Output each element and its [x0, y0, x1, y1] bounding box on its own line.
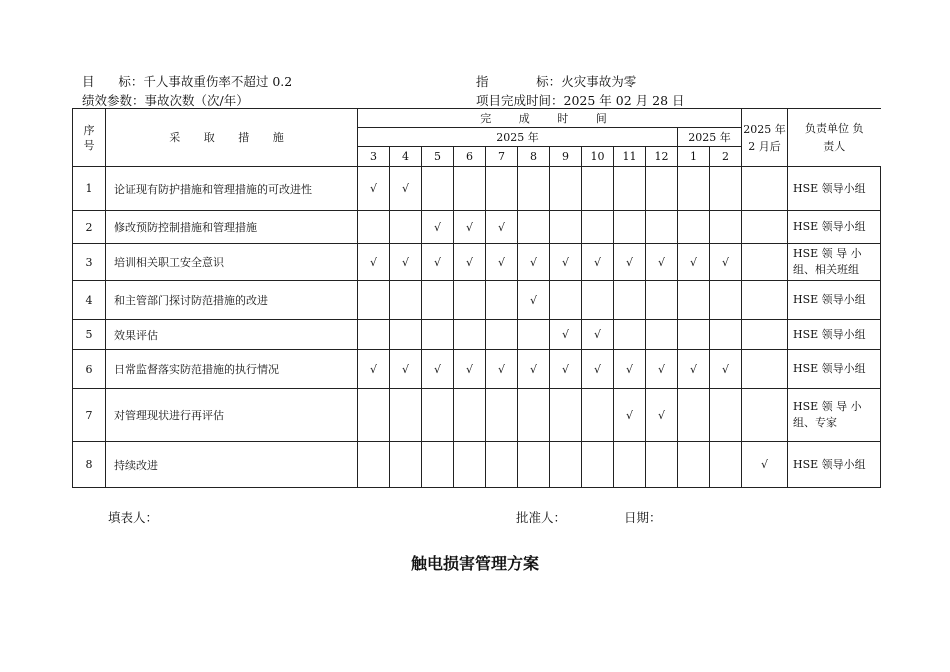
row-seq: 4: [73, 281, 106, 320]
month-cell: [614, 442, 646, 488]
completion-time-line: [476, 91, 685, 109]
month-cell: [358, 167, 390, 211]
month-cell: [454, 281, 486, 320]
header-month: 1: [678, 147, 710, 167]
month-cell: [710, 281, 742, 320]
month-cell: [358, 320, 390, 350]
month-cell: [614, 350, 646, 389]
check-mark: √: [433, 255, 441, 269]
month-cell: [646, 350, 678, 389]
month-cell: [390, 389, 422, 442]
check-mark: √: [593, 255, 601, 269]
month-cell: [550, 281, 582, 320]
month-cell: [422, 211, 454, 244]
row-unit: HSE 领导小组: [788, 350, 881, 389]
check-mark: √: [497, 255, 505, 269]
target-label: 指 标：: [476, 74, 562, 89]
row-seq: 5: [73, 320, 106, 350]
month-cell: [454, 442, 486, 488]
header-month: 9: [550, 147, 582, 167]
month-cell: [550, 442, 582, 488]
month-cell: [710, 389, 742, 442]
row-unit: HSE 领导小组: [788, 320, 881, 350]
check-mark: √: [593, 328, 601, 341]
check-mark: √: [625, 408, 633, 422]
row-unit: HSE 领导小组: [788, 442, 881, 488]
after-cell: [742, 167, 788, 211]
goal-value: 千人事故重伤率不超过 0.2: [143, 74, 293, 89]
month-cell: [486, 167, 518, 211]
month-cell: [454, 211, 486, 244]
row-unit: HSE 领导小组: [788, 167, 881, 211]
check-mark: √: [760, 458, 768, 471]
month-cell: [646, 281, 678, 320]
month-cell: [454, 167, 486, 211]
month-cell: [422, 389, 454, 442]
month-cell: [358, 281, 390, 320]
row-unit: HSE 领 导 小组、专家: [788, 389, 881, 442]
month-cell: [518, 244, 550, 281]
month-cell: [614, 389, 646, 442]
check-mark: √: [369, 255, 377, 269]
month-cell: [678, 320, 710, 350]
date-label: 日期：: [624, 510, 662, 525]
check-mark: √: [433, 362, 441, 376]
month-cell: [678, 167, 710, 211]
month-cell: [614, 281, 646, 320]
row-unit: HSE 领导小组: [788, 211, 881, 244]
month-cell: [358, 350, 390, 389]
check-mark: √: [465, 362, 473, 376]
after-cell: [742, 350, 788, 389]
row-seq: 1: [73, 167, 106, 211]
month-cell: [550, 244, 582, 281]
completion-time-label: 项目完成时间：: [476, 93, 564, 108]
performance-value: 事故次数（次/年）: [144, 93, 249, 108]
filler-label: 填表人：: [108, 510, 159, 525]
month-cell: [422, 442, 454, 488]
month-cell: [678, 281, 710, 320]
month-cell: [614, 244, 646, 281]
month-cell: [486, 281, 518, 320]
month-cell: [358, 244, 390, 281]
row-seq: 7: [73, 389, 106, 442]
row-measure: 对管理现状进行再评估: [106, 389, 358, 442]
month-cell: [390, 350, 422, 389]
goal-line: [82, 72, 292, 90]
month-cell: [582, 167, 614, 211]
row-measure: 修改预防控制措施和管理措施: [106, 211, 358, 244]
check-mark: √: [657, 408, 665, 422]
month-cell: [422, 320, 454, 350]
month-cell: [358, 211, 390, 244]
check-mark: √: [625, 362, 633, 376]
header-year-b: 2025 年: [678, 128, 742, 147]
check-mark: √: [529, 293, 537, 307]
month-cell: [454, 244, 486, 281]
month-cell: [518, 389, 550, 442]
month-cell: [454, 320, 486, 350]
check-mark: √: [657, 362, 665, 376]
month-cell: [518, 281, 550, 320]
month-cell: [550, 320, 582, 350]
month-cell: [678, 389, 710, 442]
month-cell: [582, 442, 614, 488]
month-cell: [646, 211, 678, 244]
row-seq: 3: [73, 244, 106, 281]
check-mark: √: [689, 362, 697, 376]
header-month: 2: [710, 147, 742, 167]
month-cell: [678, 350, 710, 389]
performance-label: 绩效参数：: [82, 93, 145, 108]
after-cell: [742, 244, 788, 281]
month-cell: [358, 442, 390, 488]
table-row: [73, 442, 881, 488]
month-cell: [390, 281, 422, 320]
month-cell: [390, 244, 422, 281]
month-cell: [678, 211, 710, 244]
month-cell: [550, 389, 582, 442]
header-after: 2025 年 2 月后: [742, 109, 788, 167]
check-mark: √: [529, 362, 537, 376]
month-cell: [518, 350, 550, 389]
target-value: 火灾事故为零: [561, 74, 637, 89]
month-cell: [390, 442, 422, 488]
month-cell: [582, 244, 614, 281]
check-mark: √: [593, 362, 601, 376]
row-seq: 6: [73, 350, 106, 389]
month-cell: [582, 211, 614, 244]
check-mark: √: [369, 362, 377, 376]
header-month: 12: [646, 147, 678, 167]
row-measure: 日常监督落实防范措施的执行情况: [106, 350, 358, 389]
goal-label: 目 标：: [82, 74, 144, 89]
check-mark: √: [561, 255, 569, 269]
check-mark: √: [721, 362, 729, 376]
month-cell: [486, 350, 518, 389]
month-cell: [422, 167, 454, 211]
header-completion-time: 完 成 时 间: [358, 109, 742, 128]
month-cell: [710, 244, 742, 281]
month-cell: [582, 350, 614, 389]
check-mark: √: [369, 182, 377, 195]
month-cell: [710, 442, 742, 488]
header-month: 3: [358, 147, 390, 167]
check-mark: √: [433, 220, 441, 234]
row-measure: 培训相关职工安全意识: [106, 244, 358, 281]
after-cell: [742, 320, 788, 350]
month-cell: [646, 389, 678, 442]
row-unit: HSE 领导小组: [788, 281, 881, 320]
performance-line: [82, 91, 249, 109]
check-mark: √: [625, 255, 633, 269]
check-mark: √: [721, 255, 729, 269]
month-cell: [614, 320, 646, 350]
month-cell: [486, 389, 518, 442]
row-measure: 效果评估: [106, 320, 358, 350]
month-cell: [486, 320, 518, 350]
month-cell: [422, 244, 454, 281]
table-row: [73, 167, 881, 211]
month-cell: [518, 442, 550, 488]
header-month: 4: [390, 147, 422, 167]
month-cell: [614, 167, 646, 211]
table-row: [73, 320, 881, 350]
row-seq: 8: [73, 442, 106, 488]
header-month: 10: [582, 147, 614, 167]
month-cell: [390, 167, 422, 211]
after-cell: [742, 281, 788, 320]
check-mark: √: [497, 362, 505, 376]
month-cell: [710, 320, 742, 350]
month-cell: [710, 167, 742, 211]
header-measure: 采 取 措 施: [106, 109, 358, 167]
check-mark: √: [561, 362, 569, 376]
check-mark: √: [689, 255, 697, 269]
after-cell: [742, 442, 788, 488]
table-row: [73, 389, 881, 442]
header-month: 5: [422, 147, 454, 167]
month-cell: [582, 281, 614, 320]
month-cell: [422, 350, 454, 389]
month-cell: [550, 211, 582, 244]
month-cell: [678, 442, 710, 488]
check-mark: √: [657, 255, 665, 269]
check-mark: √: [401, 255, 409, 269]
month-cell: [454, 389, 486, 442]
month-cell: [646, 167, 678, 211]
approver-label: 批准人：: [516, 510, 567, 525]
check-mark: √: [465, 255, 473, 269]
header-year-a: 2025 年: [358, 128, 678, 147]
month-cell: [390, 320, 422, 350]
row-measure: 论证现有防护措施和管理措施的可改进性: [106, 167, 358, 211]
header-month: 7: [486, 147, 518, 167]
month-cell: [582, 320, 614, 350]
month-cell: [550, 350, 582, 389]
month-cell: [646, 442, 678, 488]
month-cell: [358, 389, 390, 442]
month-cell: [646, 244, 678, 281]
month-cell: [678, 244, 710, 281]
table-row: [73, 350, 881, 389]
header-seq: 序号: [73, 109, 106, 167]
header-unit: 负责单位 负责人: [788, 109, 881, 167]
after-cell: [742, 389, 788, 442]
month-cell: [454, 350, 486, 389]
month-cell: [518, 320, 550, 350]
month-cell: [550, 167, 582, 211]
after-cell: [742, 211, 788, 244]
row-measure: 和主管部门探讨防范措施的改进: [106, 281, 358, 320]
month-cell: [390, 211, 422, 244]
row-measure: 持续改进: [106, 442, 358, 488]
month-cell: [710, 211, 742, 244]
month-cell: [582, 389, 614, 442]
table-row: [73, 244, 881, 281]
completion-time-value: 2025 年 02 月 28 日: [563, 93, 685, 108]
check-mark: √: [465, 220, 473, 234]
month-cell: [518, 211, 550, 244]
target-line: [476, 72, 636, 90]
check-mark: √: [497, 220, 505, 234]
management-plan-table: [72, 108, 881, 488]
header-month: 6: [454, 147, 486, 167]
header-month: 11: [614, 147, 646, 167]
month-cell: [646, 320, 678, 350]
header-month: 8: [518, 147, 550, 167]
month-cell: [518, 167, 550, 211]
row-seq: 2: [73, 211, 106, 244]
check-mark: √: [401, 362, 409, 376]
month-cell: [422, 281, 454, 320]
month-cell: [486, 442, 518, 488]
table-row: [73, 211, 881, 244]
document-title: 触电损害管理方案: [410, 554, 539, 573]
check-mark: √: [401, 182, 409, 195]
check-mark: √: [561, 328, 569, 341]
row-unit: HSE 领 导 小组、相关班组: [788, 244, 881, 281]
month-cell: [486, 211, 518, 244]
month-cell: [486, 244, 518, 281]
month-cell: [710, 350, 742, 389]
month-cell: [614, 211, 646, 244]
table-row: [73, 281, 881, 320]
check-mark: √: [529, 255, 537, 269]
